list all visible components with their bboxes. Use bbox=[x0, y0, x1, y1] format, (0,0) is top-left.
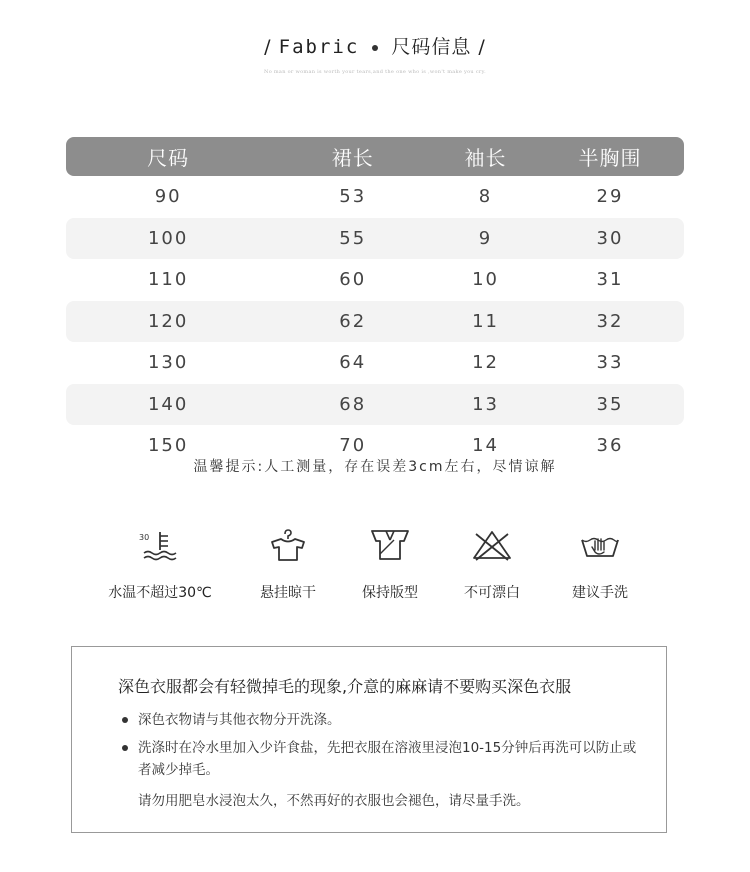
cell-sleeve-length: 13 bbox=[435, 384, 536, 426]
cell-half-chest: 32 bbox=[536, 301, 684, 343]
cell-sleeve-length: 10 bbox=[472, 269, 499, 291]
notice-list bbox=[120, 709, 640, 787]
slash-right: / bbox=[478, 36, 486, 58]
list-item bbox=[120, 709, 640, 731]
hand-wash-icon bbox=[578, 528, 622, 562]
size-table-header bbox=[66, 137, 684, 176]
care-label: 保持版型 bbox=[362, 585, 418, 601]
cell-size: 130 bbox=[147, 352, 189, 374]
notice-bullet-text: 深色衣物请与其他衣物分开洗涤。 bbox=[138, 712, 341, 728]
cell-sleeve-length: 11 bbox=[435, 301, 536, 343]
cell-skirt-length: 53 bbox=[339, 186, 367, 208]
cell-skirt-length: 70 bbox=[339, 435, 367, 457]
water-temp-30-icon bbox=[138, 528, 182, 562]
dot-separator-icon bbox=[372, 45, 378, 51]
cell-size: 100 bbox=[66, 218, 270, 260]
cell-skirt-length: 55 bbox=[270, 218, 435, 260]
cell-sleeve-length: 8 bbox=[478, 186, 493, 208]
header-sleeve-length: 袖长 bbox=[435, 137, 536, 176]
no-bleach-icon bbox=[470, 528, 514, 562]
table-row bbox=[66, 176, 684, 218]
cell-sleeve-length: 14 bbox=[472, 435, 499, 457]
cell-skirt-length: 64 bbox=[339, 352, 367, 374]
bullet-icon bbox=[122, 717, 128, 723]
care-instructions bbox=[0, 528, 750, 608]
care-item-water-temp bbox=[100, 528, 220, 602]
care-label: 水温不超过30℃ bbox=[108, 585, 212, 601]
slash-left: / bbox=[264, 36, 272, 58]
table-row bbox=[66, 259, 684, 301]
care-item-no-bleach bbox=[432, 528, 552, 602]
table-row bbox=[66, 342, 684, 384]
cell-skirt-length: 62 bbox=[270, 301, 435, 343]
hang-dry-icon bbox=[268, 528, 308, 562]
care-item-hand-wash bbox=[540, 528, 660, 602]
title-en: Fabric bbox=[278, 36, 360, 58]
notice-extra: 请勿用肥皂水浸泡太久，不然再好的衣服也会褪色，请尽量手洗。 bbox=[138, 793, 530, 809]
cell-skirt-length: 60 bbox=[339, 269, 367, 291]
notice-bullet-text: 洗涤时在冷水里加入少许食盐，先把衣服在溶液里浸泡10-15分钟后再洗可以防止或者减少掉毛。 bbox=[138, 740, 637, 778]
cell-half-chest: 36 bbox=[596, 435, 624, 457]
care-label: 不可漂白 bbox=[464, 585, 520, 601]
section-title bbox=[0, 32, 750, 59]
list-item bbox=[120, 737, 640, 781]
measurement-tip: 温馨提示:人工测量，存在误差3cm左右，尽情谅解 bbox=[193, 459, 557, 475]
table-row bbox=[66, 384, 684, 426]
notice-box bbox=[71, 646, 667, 833]
cell-size: 90 bbox=[154, 186, 182, 208]
cell-sleeve-length: 9 bbox=[435, 218, 536, 260]
svg-text:30: 30 bbox=[139, 533, 150, 542]
notice-heading: 深色衣服都会有轻微掉毛的现象,介意的麻麻请不要购买深色衣服 bbox=[118, 677, 572, 696]
header-half-chest: 半胸围 bbox=[536, 137, 684, 176]
cell-size: 150 bbox=[147, 435, 189, 457]
cell-sleeve-length: 12 bbox=[472, 352, 499, 374]
cell-half-chest: 33 bbox=[596, 352, 624, 374]
cell-skirt-length: 68 bbox=[270, 384, 435, 426]
cell-size: 120 bbox=[66, 301, 270, 343]
cell-half-chest: 30 bbox=[536, 218, 684, 260]
cell-size: 140 bbox=[66, 384, 270, 426]
cell-size: 110 bbox=[147, 269, 189, 291]
keep-shape-icon bbox=[368, 528, 412, 562]
size-table bbox=[66, 137, 684, 467]
care-label: 悬挂晾干 bbox=[260, 585, 316, 601]
cell-half-chest: 31 bbox=[596, 269, 624, 291]
header-size: 尺码 bbox=[66, 137, 270, 176]
cell-half-chest: 29 bbox=[596, 186, 624, 208]
header-skirt-length: 裙长 bbox=[270, 137, 435, 176]
care-label: 建议手洗 bbox=[572, 585, 628, 601]
title-cn: 尺码信息 bbox=[391, 36, 472, 58]
bullet-icon bbox=[122, 745, 128, 751]
section-header bbox=[0, 32, 750, 75]
table-row bbox=[66, 218, 684, 260]
cell-half-chest: 35 bbox=[536, 384, 684, 426]
section-subtitle: No man or woman is worth your tears,and the one who is ,won't make you cry. bbox=[264, 69, 486, 75]
table-row bbox=[66, 301, 684, 343]
